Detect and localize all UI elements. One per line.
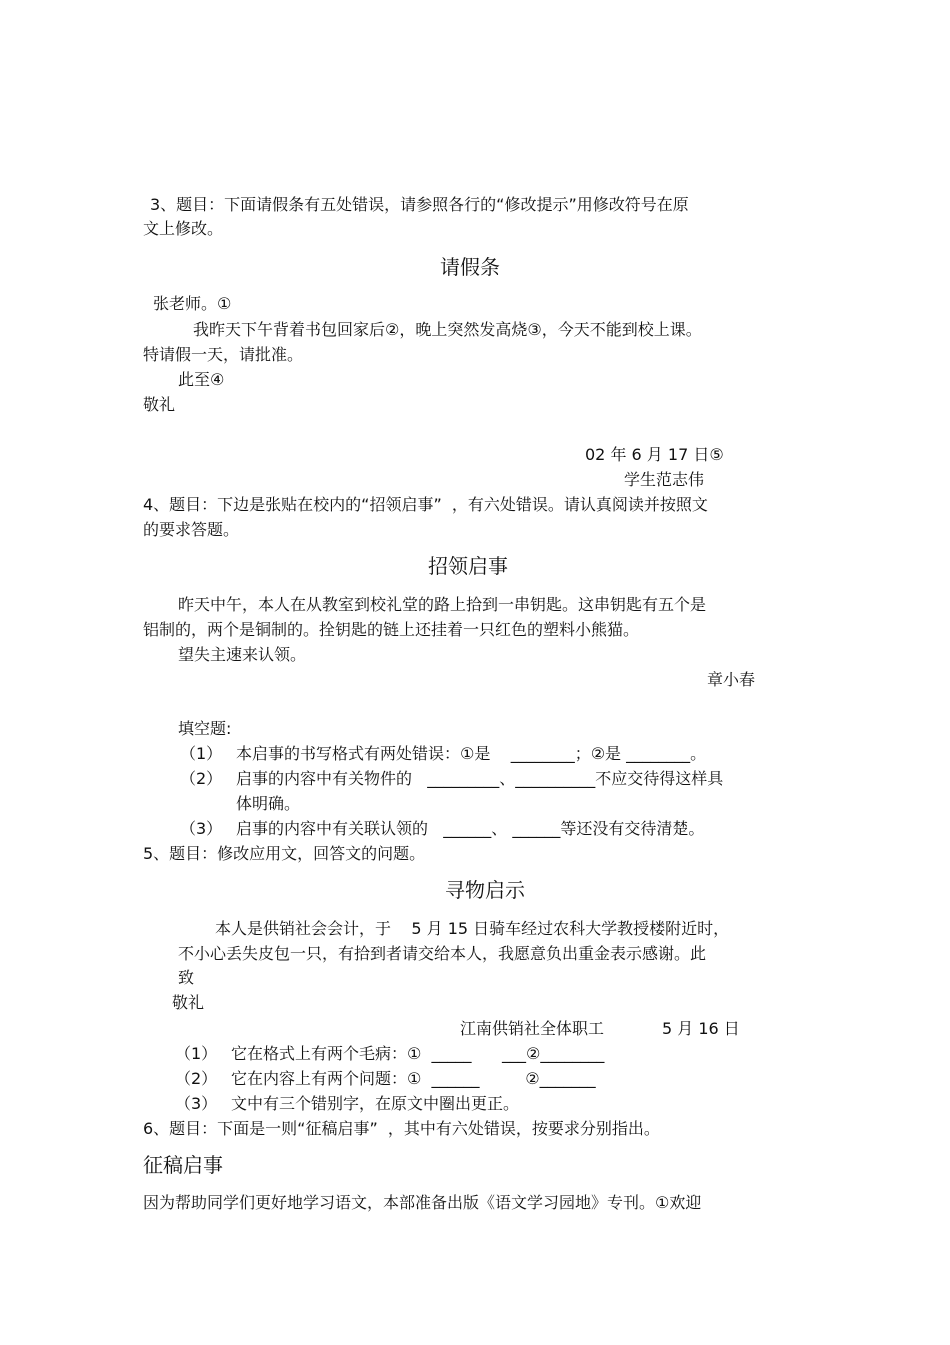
q5-item2-text: 它在内容上有两个问题：① ______ ②_______ [231, 1069, 596, 1088]
q4-body-line1: 昨天中午，本人在从教室到校礼堂的路上拾到一串钥匙。这串钥匙有五个是 [178, 595, 707, 614]
q3-body-line1: 我昨天下午背着书包回家后②，晚上突然发高烧③，今天不能到校上课。 [193, 320, 702, 339]
q3-prompt-line1: 3、题目：下面请假条有五处错误，请参照各行的“修改提示”用修改符号在原 [150, 195, 689, 214]
q4-prompt-line1: 4、题目：下边是张贴在校内的“招领启事” ，有六处错误。请认真阅读并按照文 [143, 495, 708, 514]
q4-body-line2: 铝制的，两个是铜制的。拴钥匙的链上还挂着一只红色的塑料小熊猫。 [143, 620, 640, 639]
q3-body-line2: 特请假一天，请批准。 [143, 345, 304, 364]
q6-body-line1: 因为帮助同学们更好地学习语文，本部准备出版《语文学习园地》专刊。①欢迎 [143, 1193, 702, 1212]
q5-body-line3: 致 [178, 968, 195, 987]
q4-prompt-line2: 的要求答题。 [143, 520, 240, 539]
q5-item1-number: （1） [175, 1044, 218, 1063]
q4-item2-number: （2） [180, 769, 223, 788]
q4-body-line3: 望失主速来认领。 [178, 645, 307, 664]
q3-salutation: 张老师。① [153, 294, 232, 313]
q5-body-line1: 本人是供销社会会计，于 5 月 15 日骑车经过农科大学教授楼附近时， [215, 919, 730, 938]
q4-item2-text-line1: 启事的内容中有关物件的 _________、__________不应交待得这样具 [236, 769, 724, 788]
q3-signature: 学生范志伟 [624, 470, 705, 489]
q3-title: 请假条 [440, 255, 500, 279]
q4-item1-number: （1） [180, 744, 223, 763]
q3-closing1: 此至④ [178, 370, 225, 389]
q6-title: 征稿启事 [143, 1153, 223, 1177]
q6-prompt: 6、题目：下面是一则“征稿启事” ，其中有六处错误，按要求分别指出。 [143, 1119, 660, 1138]
q5-title: 寻物启示 [445, 878, 525, 902]
q4-item3-number: （3） [180, 819, 223, 838]
q4-fill-label: 填空题: [178, 719, 232, 738]
q5-date: 5 月 16 日 [662, 1019, 740, 1038]
q5-item3-text: 文中有三个错别字，在原文中圈出更正。 [231, 1094, 520, 1113]
q4-title: 招领启事 [428, 554, 508, 578]
q5-prompt: 5、题目：修改应用文，回答文的问题。 [143, 844, 426, 863]
q5-closing: 敬礼 [172, 993, 205, 1012]
q4-item2-text-line2: 体明确。 [236, 794, 301, 813]
q3-date: 02 年 6 月 17 日⑤ [585, 445, 724, 464]
q3-prompt-line2: 文上修改。 [143, 219, 224, 238]
q4-item1-text: 本启事的书写格式有两处错误：①是 ________；②是 ________。 [236, 744, 707, 763]
q5-item1-text: 它在格式上有两个毛病：① _____ ___②________ [231, 1044, 605, 1063]
q5-signature: 江南供销社全体职工 [460, 1019, 605, 1038]
q4-item3-text: 启事的内容中有关联认领的 ______、 ______等还没有交待清楚。 [236, 819, 705, 838]
q5-body-line2: 不小心丢失皮包一只，有拾到者请交给本人，我愿意负出重金表示感谢。此 [178, 944, 707, 963]
q3-closing2: 敬礼 [143, 395, 176, 414]
q4-signature: 章小春 [707, 670, 756, 689]
q5-item2-number: （2） [175, 1069, 218, 1088]
q5-item3-number: （3） [175, 1094, 218, 1113]
